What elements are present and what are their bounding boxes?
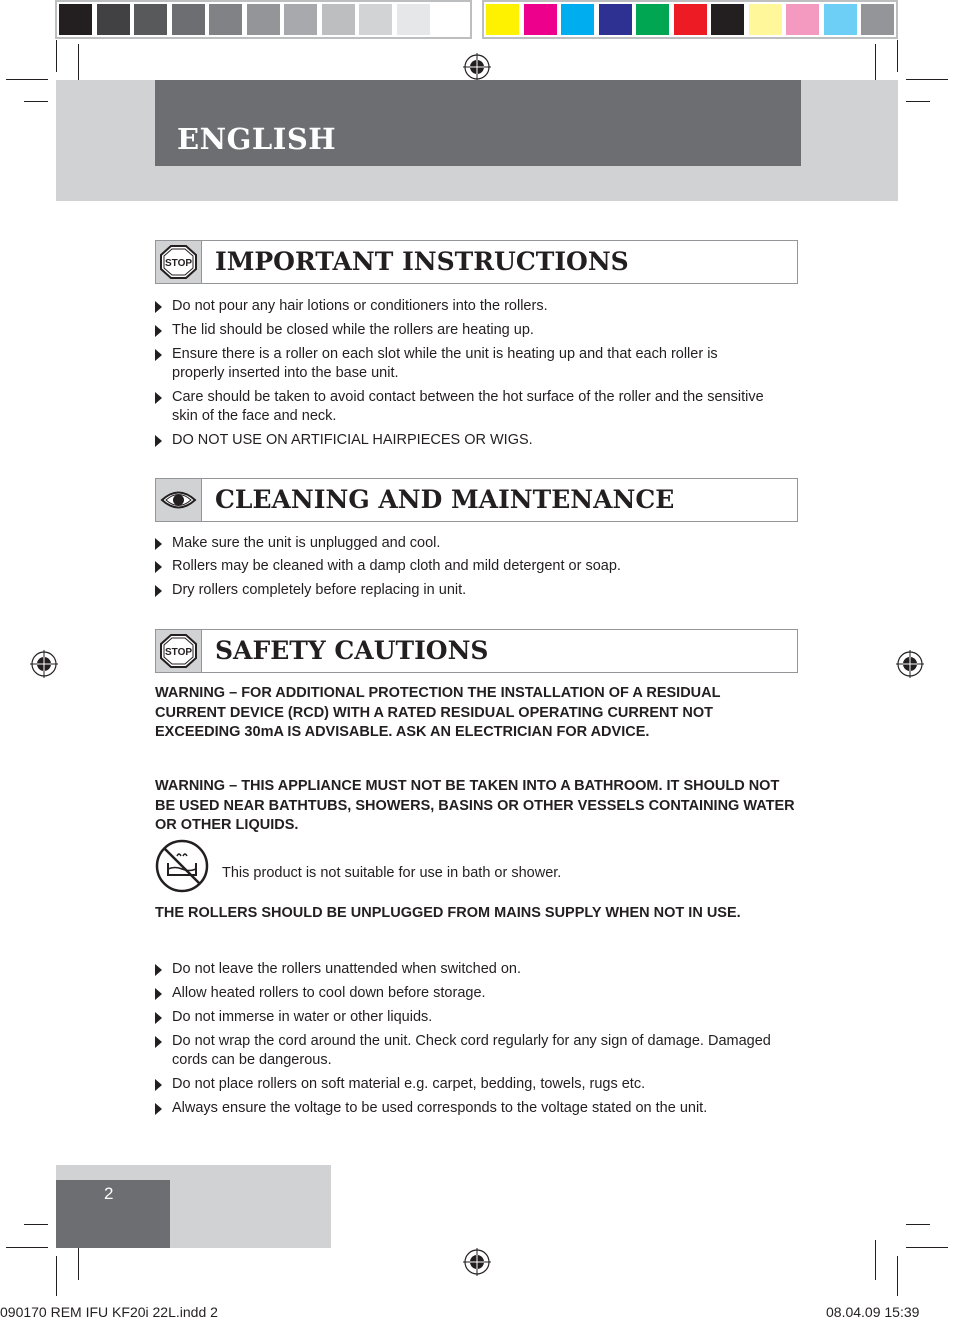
list-item [155,1075,772,1094]
file-info: 090170 REM IFU KF20i 22L.indd 2 [0,1304,218,1320]
page-title: ENGLISH [177,122,337,156]
bullet-arrow-icon [155,585,162,597]
svg-text:STOP: STOP [164,647,193,658]
stop-sign-icon [156,630,202,672]
bullet-arrow-icon [155,392,162,404]
section-title: SAFETY CAUTIONS [215,636,489,665]
registration-mark-icon [463,53,491,81]
unplug-warning: THE ROLLERS SHOULD BE UNPLUGGED FROM MAINS SUPPLY WHEN NOT IN USE. [155,905,741,921]
list-item-text: Ensure there is a roller on each slot while the unit is heating up and that each roller is properly inserted into the base unit. [172,346,718,381]
bullet-arrow-icon [155,561,162,573]
section-title: CLEANING AND MAINTENANCE [215,485,675,514]
list-item-text: Dry rollers completely before replacing in unit. [172,582,467,598]
list-item [155,1032,772,1070]
list-item [155,297,772,316]
list-item [155,388,772,426]
list-item-text: Do not pour any hair lotions or conditioners into the rollers. [172,298,548,314]
rcd-warning: WARNING – FOR ADDITIONAL PROTECTION THE INSTALLATION OF A RESIDUAL CURRENT DEVICE (RCD) WITH A RATED RESIDUAL OPERATING CURRENT NOT EXCEEDING 30mA IS ADVISABLE. ASK AN ELECTRICIAN FOR ADVICE. [155,685,721,740]
list-item-text: Make sure the unit is unplugged and cool. [172,535,441,551]
bath-note: This product is not suitable for use in bath or shower. [222,865,562,881]
section-title: IMPORTANT INSTRUCTIONS [215,247,629,276]
bullet-arrow-icon [155,1036,162,1048]
list-item-text: Do not immerse in water or other liquids. [172,1009,433,1025]
list-item [155,345,772,383]
registration-mark-icon [30,650,58,678]
bullet-arrow-icon [155,988,162,1000]
list-item [155,431,772,450]
section-header-important [155,240,798,284]
list-item [155,557,772,576]
bullet-arrow-icon [155,325,162,337]
registration-mark-icon [463,1248,491,1276]
no-bath-shower-icon [155,839,209,893]
list-item-text: Do not wrap the cord around the unit. Check cord regularly for any sign of damage. Damaged cords can be dangerous. [172,1033,771,1068]
list-item [155,960,772,979]
list-item-text: Do not place rollers on soft material e.g. carpet, bedding, towels, rugs etc. [172,1076,646,1092]
section-header-cleaning [155,478,798,522]
bullet-arrow-icon [155,964,162,976]
list-item-text: DO NOT USE ON ARTIFICIAL HAIRPIECES OR WIGS. [172,432,533,448]
section-header-safety [155,629,798,673]
list-item-text: Allow heated rollers to cool down before storage. [172,985,486,1001]
svg-text:STOP: STOP [164,258,193,269]
bullet-arrow-icon [155,349,162,361]
list-item-text: The lid should be closed while the rollers are heating up. [172,322,534,338]
stop-sign-icon [156,241,202,283]
bullet-arrow-icon [155,1012,162,1024]
registration-mark-icon [896,650,924,678]
color-bar-frame [55,0,472,39]
color-bar-frame [482,0,898,39]
bullet-arrow-icon [155,1079,162,1091]
list-item-text: Care should be taken to avoid contact between the hot surface of the roller and the sensitive skin of the face and neck. [172,389,764,424]
date-info: 08.04.09 15:39 [826,1304,920,1320]
list-item-text: Rollers may be cleaned with a damp cloth and mild detergent or soap. [172,558,621,574]
list-item-text: Do not leave the rollers unattended when switched on. [172,961,522,977]
bullet-arrow-icon [155,1103,162,1115]
list-item [155,581,772,600]
list-item-text: Always ensure the voltage to be used corresponds to the voltage stated on the unit. [172,1100,708,1116]
page-number: 2 [104,1184,114,1203]
list-item [155,1099,772,1118]
list-item [155,321,772,340]
list-item [155,1008,772,1027]
bullet-arrow-icon [155,301,162,313]
page-number-box [56,1180,170,1248]
list-item [155,534,772,553]
bullet-arrow-icon [155,435,162,447]
bullet-arrow-icon [155,538,162,550]
list-item [155,984,772,1003]
eye-icon [156,479,202,521]
bathroom-warning: WARNING – THIS APPLIANCE MUST NOT BE TAKEN INTO A BATHROOM. IT SHOULD NOT BE USED NEAR BATHTUBS, SHOWERS, BASINS OR OTHER VESSELS CONTAINING WATER OR OTHER LIQUIDS. [155,778,795,833]
